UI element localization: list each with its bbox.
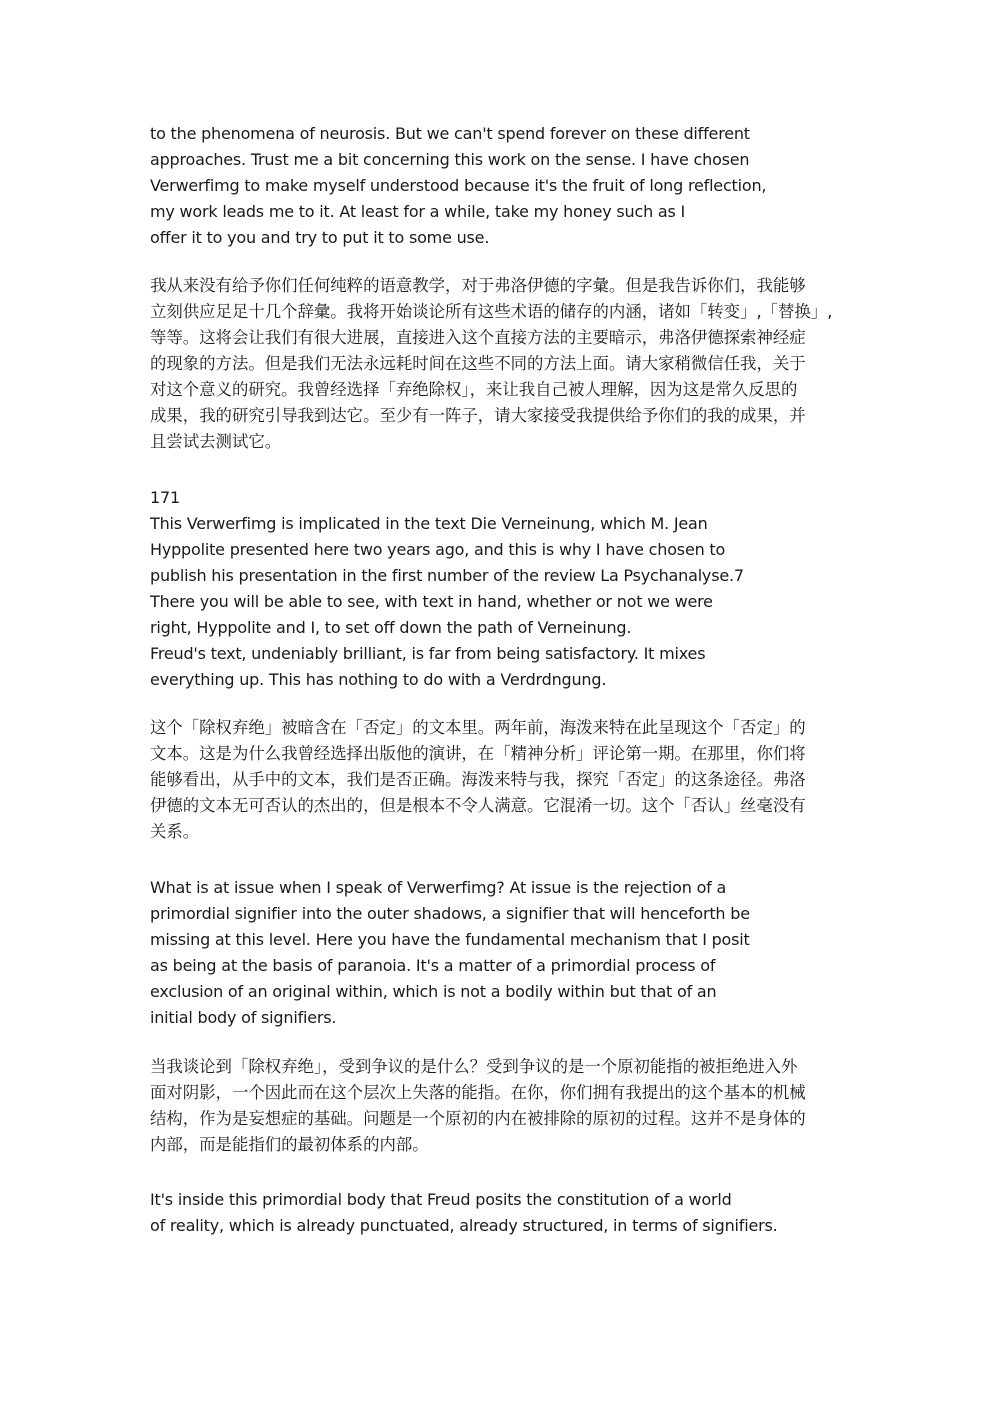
text-line: of reality, which is already punctuated, already structured, in terms of signifiers. bbox=[150, 1216, 778, 1235]
text-line: 对这个意义的研究。我曾经选择「弃绝除权」，来让我自己被人理解，因为这是常久反思的 bbox=[150, 380, 798, 399]
text-line: Verwerfimg to make myself understood because it's the fruit of long reflection, bbox=[150, 176, 767, 195]
text-line: approaches. Trust me a bit concerning this work on the sense. I have chosen bbox=[150, 150, 750, 169]
text-line: 这个「除权弃绝」被暗含在「否定」的文本里。两年前，海泼来特在此呈现这个「否定」的 bbox=[150, 718, 806, 737]
paragraph-english-4 bbox=[150, 1187, 850, 1239]
text-line: It's inside this primordial body that Freud posits the constitution of a world bbox=[150, 1190, 732, 1209]
text-line: 内部，而是能指们的最初体系的内部。 bbox=[150, 1135, 429, 1154]
text-line: offer it to you and try to put it to some use. bbox=[150, 228, 490, 247]
text-line: 的现象的方法。但是我们无法永远耗时间在这些不同的方法上面。请大家稍微信任我，关于 bbox=[150, 354, 806, 373]
text-line: 成果，我的研究引导我到达它。至少有一阵子，请大家接受我提供给予你们的我的成果，并 bbox=[150, 406, 806, 425]
text-line: 且尝试去测试它。 bbox=[150, 432, 282, 451]
text-line: missing at this level. Here you have the fundamental mechanism that I posit bbox=[150, 930, 750, 949]
paragraph-english-2 bbox=[150, 485, 850, 693]
text-line: 能够看出，从手中的文本，我们是否正确。海泼来特与我，探究「否定」的这条途径。弗洛 bbox=[150, 770, 806, 789]
text-line: 面对阴影，一个因此而在这个层次上失落的能指。在你，你们拥有我提出的这个基本的机械 bbox=[150, 1083, 806, 1102]
text-line: 伊德的文本无可否认的杰出的，但是根本不令人满意。它混淆一切。这个「否认」丝毫没有 bbox=[150, 796, 806, 815]
text-line: This Verwerfimg is implicated in the text Die Verneinung, which M. Jean bbox=[150, 514, 708, 533]
text-line: exclusion of an original within, which is not a bodily within but that of an bbox=[150, 982, 717, 1001]
text-line: What is at issue when I speak of Verwerfimg? At issue is the rejection of a bbox=[150, 878, 727, 897]
text-line: publish his presentation in the first number of the review La Psychanalyse.7 bbox=[150, 566, 744, 585]
paragraph-english-1 bbox=[150, 121, 850, 251]
text-line: 当我谈论到「除权弃绝」，受到争议的是什么？受到争议的是一个原初能指的被拒绝进入外 bbox=[150, 1057, 798, 1076]
page-number: 171 bbox=[150, 488, 180, 507]
text-line: 结构，作为是妄想症的基础。问题是一个原初的内在被排除的原初的过程。这并不是身体的 bbox=[150, 1109, 806, 1128]
text-line: 等等。这将会让我们有很大进展，直接进入这个直接方法的主要暗示，弗洛伊德探索神经症 bbox=[150, 328, 806, 347]
text-line: 我从来没有给予你们任何纯粹的语意教学，对于弗洛伊德的字彙。但是我告诉你们，我能够 bbox=[150, 276, 806, 295]
text-line: Freud's text, undeniably brilliant, is far from being satisfactory. It mixes bbox=[150, 644, 706, 663]
paragraph-chinese-1 bbox=[150, 273, 850, 455]
text-line: my work leads me to it. At least for a while, take my honey such as I bbox=[150, 202, 686, 221]
text-line: initial body of signifiers. bbox=[150, 1008, 337, 1027]
text-line: 关系。 bbox=[150, 822, 200, 841]
text-line: primordial signifier into the outer shadows, a signifier that will henceforth be bbox=[150, 904, 750, 923]
text-line: to the phenomena of neurosis. But we can't spend forever on these different bbox=[150, 124, 750, 143]
text-line: Hyppolite presented here two years ago, and this is why I have chosen to bbox=[150, 540, 726, 559]
text-line: right, Hyppolite and I, to set off down the path of Verneinung. bbox=[150, 618, 632, 637]
paragraph-chinese-2 bbox=[150, 715, 850, 845]
text-line: as being at the basis of paranoia. It's a matter of a primordial process of bbox=[150, 956, 716, 975]
text-line: 立刻供应足足十几个辞彙。我将开始谈论所有这些术语的储存的内涵，诸如「转变」,「替换」, bbox=[150, 302, 833, 321]
text-line: There you will be able to see, with text in hand, whether or not we were bbox=[150, 592, 713, 611]
paragraph-chinese-3 bbox=[150, 1054, 850, 1158]
paragraph-english-3 bbox=[150, 875, 850, 1031]
text-line: 文本。这是为什么我曾经选择出版他的演讲，在「精神分析」评论第一期。在那里，你们将 bbox=[150, 744, 806, 763]
text-line: everything up. This has nothing to do with a Verdrdngung. bbox=[150, 670, 607, 689]
